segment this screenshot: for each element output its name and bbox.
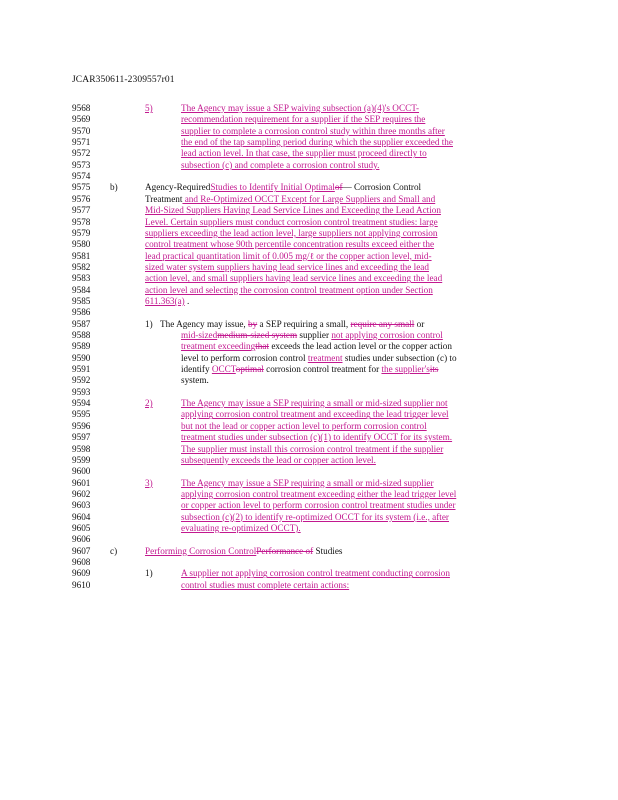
inserted-text: Performing Corrosion Control [145, 545, 257, 556]
line-number: 9590 [72, 352, 91, 363]
item-label: c) [110, 545, 118, 556]
line-number: 9581 [72, 250, 91, 261]
line-number: 9571 [72, 137, 91, 148]
item-label: 5) [145, 103, 153, 113]
line-number: 9573 [72, 159, 91, 170]
line-number: 9572 [72, 148, 91, 159]
inserted-text: Level. Certain suppliers must conduct corrosion control treatment studies: large [145, 216, 438, 227]
item-label: 1) [145, 568, 153, 579]
text-line [0, 102, 618, 114]
inserted-text: or copper action level to perform corrosion control treatment studies under [181, 500, 456, 511]
line-number: 9580 [72, 239, 91, 250]
inserted-text: The Agency may issue a SEP requiring a small or mid-sized supplier not [181, 398, 448, 409]
line-number: 9595 [72, 409, 91, 420]
text-segment: corrosion control treatment for [263, 364, 382, 375]
line-text [181, 136, 453, 148]
line-number: 9603 [72, 500, 91, 511]
line-number: 9593 [72, 386, 91, 397]
inserted-text: OCCT [211, 364, 236, 375]
text-segment: Studies [313, 545, 343, 556]
inserted-text: sized water system suppliers having lead service lines and exceeding the lead [145, 261, 429, 272]
line-text [145, 272, 442, 284]
line-number: 9584 [72, 284, 91, 295]
line-number: 9598 [72, 443, 91, 454]
text-line [0, 443, 618, 455]
text-line [0, 306, 618, 318]
text-line [0, 318, 618, 330]
line-number: 9575 [72, 182, 91, 193]
line-text [181, 511, 449, 523]
line-text [145, 227, 437, 239]
line-text [181, 397, 448, 409]
text-segment: . [184, 295, 190, 306]
line-text [181, 420, 427, 432]
inserted-text: treatment exceeding [181, 341, 256, 352]
inserted-text: The Agency may issue a SEP waiving subsection (a)(4)'s OCCT- [181, 103, 420, 113]
text-segment: Treatment [145, 193, 183, 204]
inserted-text: subsection (c)(2) to identify re-optimized OCCT for its system (i.e., after [181, 511, 449, 522]
line-text [181, 374, 209, 386]
line-text [145, 238, 434, 250]
deleted-text: that [255, 341, 270, 352]
inserted-text: The Agency may issue a SEP requiring a small or mid-sized supplier [181, 477, 434, 488]
line-text [145, 250, 432, 262]
line-number: 9582 [72, 261, 91, 272]
text-line [0, 499, 618, 511]
text-line [0, 250, 618, 262]
inserted-text: control treatment whose 90th percentile concentration results exceed either the [145, 239, 435, 250]
text-line [0, 454, 618, 466]
line-text [145, 204, 441, 216]
line-number: 9596 [72, 420, 91, 431]
document-id: JCAR350611-2309557r01 [72, 75, 175, 85]
line-number: 9576 [72, 193, 91, 204]
text-line [0, 386, 618, 398]
text-line [0, 113, 618, 125]
item-label: 1) [145, 318, 153, 329]
inserted-text: not applying corrosion control [331, 330, 443, 340]
line-text [145, 284, 433, 296]
line-number: 9610 [72, 579, 91, 590]
line-text [145, 216, 438, 228]
line-number: 9604 [72, 511, 91, 522]
line-number: 9591 [72, 364, 91, 375]
inserted-text: treatment [307, 352, 343, 363]
text-segment: The Agency may issue, [160, 318, 249, 329]
text-segment: a SEP requiring a small, [257, 318, 351, 329]
inserted-text: applying corrosion control treatment exceeding either the lead trigger level [181, 488, 457, 499]
inserted-text: The supplier must install this corrosion control treatment if the supplier [181, 443, 444, 454]
text-segment: or [414, 318, 425, 329]
text-line [0, 227, 618, 239]
inserted-text: A supplier not applying corrosion control treatment conducting corrosion [181, 568, 450, 579]
text-line [0, 567, 618, 579]
text-line [0, 340, 618, 352]
inserted-text: evaluating re-optimized OCCT). [181, 522, 301, 533]
line-number: 9609 [72, 568, 91, 579]
line-text [181, 443, 443, 455]
line-text [181, 363, 439, 375]
deleted-text: optimal [235, 364, 264, 375]
line-number: 9607 [72, 545, 91, 556]
text-line [0, 125, 618, 137]
text-line [0, 397, 618, 409]
inserted-text: control studies must complete certain actions: [181, 579, 350, 590]
line-text [181, 431, 452, 443]
text-line [0, 204, 618, 216]
text-line [0, 159, 618, 171]
text-line [0, 374, 618, 386]
line-number: 9600 [72, 466, 91, 477]
text-line [0, 511, 618, 523]
line-text [181, 567, 450, 579]
text-line [0, 216, 618, 228]
inserted-text: the end of the tap sampling period during which the supplier exceeded the [181, 137, 453, 148]
line-text [181, 488, 456, 500]
line-number: 9578 [72, 216, 91, 227]
line-number: 9585 [72, 295, 91, 306]
inserted-text: action level, and small suppliers having lead service lines and exceeding the lead [145, 273, 443, 284]
inserted-text: action level and selecting the corrosion control treatment option under Section [145, 284, 433, 295]
line-number: 9589 [72, 341, 91, 352]
inserted-text: recommendation requirement for a supplier if the SEP requires the [181, 114, 426, 125]
line-number: 9599 [72, 454, 91, 465]
text-line [0, 136, 618, 148]
deleted-text: of [334, 182, 343, 193]
inserted-text: the supplier's [381, 364, 430, 375]
line-text [181, 329, 443, 341]
line-text [145, 295, 189, 307]
inserted-text: subsection (c) and complete a corrosion control study. [181, 159, 380, 170]
text-line [0, 147, 618, 159]
item-label: b) [110, 182, 118, 193]
inserted-text: but not the lead or copper action level to perform corrosion control [181, 420, 427, 431]
inserted-text: mid-sized [181, 330, 218, 340]
text-line [0, 284, 618, 296]
line-text [145, 193, 435, 205]
line-text [181, 102, 419, 114]
text-line [0, 181, 618, 193]
inserted-text: supplier to complete a corrosion control study within three months after [181, 125, 445, 136]
line-text [145, 181, 421, 193]
line-text [181, 159, 379, 171]
text-line [0, 295, 618, 307]
text-line [0, 329, 618, 341]
text-segment: exceeds the lead action level or the copper action [269, 341, 452, 352]
text-line [0, 420, 618, 432]
text-segment: system. [181, 375, 209, 386]
deleted-text: by [248, 318, 258, 329]
deleted-text: medium-sized system [217, 330, 298, 340]
text-segment: studies under subsection (c) to [342, 352, 457, 363]
text-line [0, 431, 618, 443]
line-text [181, 579, 349, 591]
line-number: 9569 [72, 114, 91, 125]
line-text [181, 522, 301, 534]
line-text [181, 499, 456, 511]
line-number: 9568 [72, 103, 91, 113]
text-line [0, 238, 618, 250]
inserted-text: subsequently exceeds the lead or copper action level. [181, 454, 376, 465]
text-line [0, 465, 618, 477]
line-text [181, 125, 445, 137]
inserted-text: Studies to Identify Initial Optimal [210, 182, 335, 193]
line-number: 9587 [72, 318, 91, 329]
text-line [0, 170, 618, 182]
line-number: 9577 [72, 205, 91, 216]
inserted-text: treatment studies under subsection (c)(1) to identify OCCT for its system. [181, 432, 453, 443]
inserted-text: lead action level. In that case, the supplier must proceed directly to [181, 148, 427, 159]
inserted-text: 611.363(a) [145, 295, 185, 306]
text-line [0, 522, 618, 534]
text-line [0, 579, 618, 591]
inserted-text: applying corrosion control treatment and exceeding the lead trigger level [181, 409, 449, 420]
text-line [0, 352, 618, 364]
line-number: 9608 [72, 557, 91, 567]
inserted-text: Mid-Sized Suppliers Having Lead Service Lines and Exceeding the Lead Action [145, 205, 441, 216]
line-number: 9586 [72, 307, 91, 318]
text-line [0, 193, 618, 205]
text-line [0, 533, 618, 545]
line-number: 9583 [72, 273, 91, 284]
line-text [145, 545, 343, 557]
text-line [0, 477, 618, 489]
line-number: 9570 [72, 125, 91, 136]
line-text [181, 408, 449, 420]
text-segment: supplier [297, 330, 332, 340]
line-text [181, 147, 427, 159]
text-line [0, 408, 618, 420]
text-line [0, 363, 618, 375]
text-line [0, 272, 618, 284]
deleted-text: its [429, 364, 439, 375]
line-number: 9597 [72, 432, 91, 443]
line-number: 9574 [72, 171, 91, 182]
text-line [0, 488, 618, 500]
deleted-text: require any small [350, 318, 415, 329]
line-text [181, 352, 457, 364]
line-text [145, 261, 429, 273]
item-label: 2) [145, 398, 153, 409]
line-text [181, 454, 376, 466]
line-number: 9602 [72, 488, 91, 499]
text-line [0, 556, 618, 568]
line-number: 9588 [72, 330, 91, 340]
line-number: 9601 [72, 477, 91, 488]
text-segment: — Corrosion Control [342, 182, 422, 193]
text-segment: identify [181, 364, 212, 375]
line-number: 9592 [72, 375, 91, 386]
line-text [181, 340, 452, 352]
line-number: 9606 [72, 534, 91, 545]
text-segment: Agency-Required [145, 182, 211, 193]
line-text [181, 113, 425, 125]
line-number: 9605 [72, 522, 91, 533]
line-number: 9594 [72, 398, 91, 409]
inserted-text: lead practical quantitation limit of 0.005 mg/ℓ or the copper action level, mid- [145, 250, 432, 261]
line-text [160, 318, 424, 330]
line-text [181, 477, 434, 489]
line-number: 9579 [72, 227, 91, 238]
deleted-text: Performance of [256, 545, 314, 556]
text-segment: level to perform corrosion control [181, 352, 308, 363]
text-line [0, 261, 618, 273]
item-label: 3) [145, 477, 153, 488]
inserted-text: and Re-Optimized OCCT Except for Large Suppliers and Small and [182, 193, 436, 204]
text-line [0, 545, 618, 557]
inserted-text: suppliers exceeding the lead action level, large suppliers not applying corrosion [145, 227, 438, 238]
